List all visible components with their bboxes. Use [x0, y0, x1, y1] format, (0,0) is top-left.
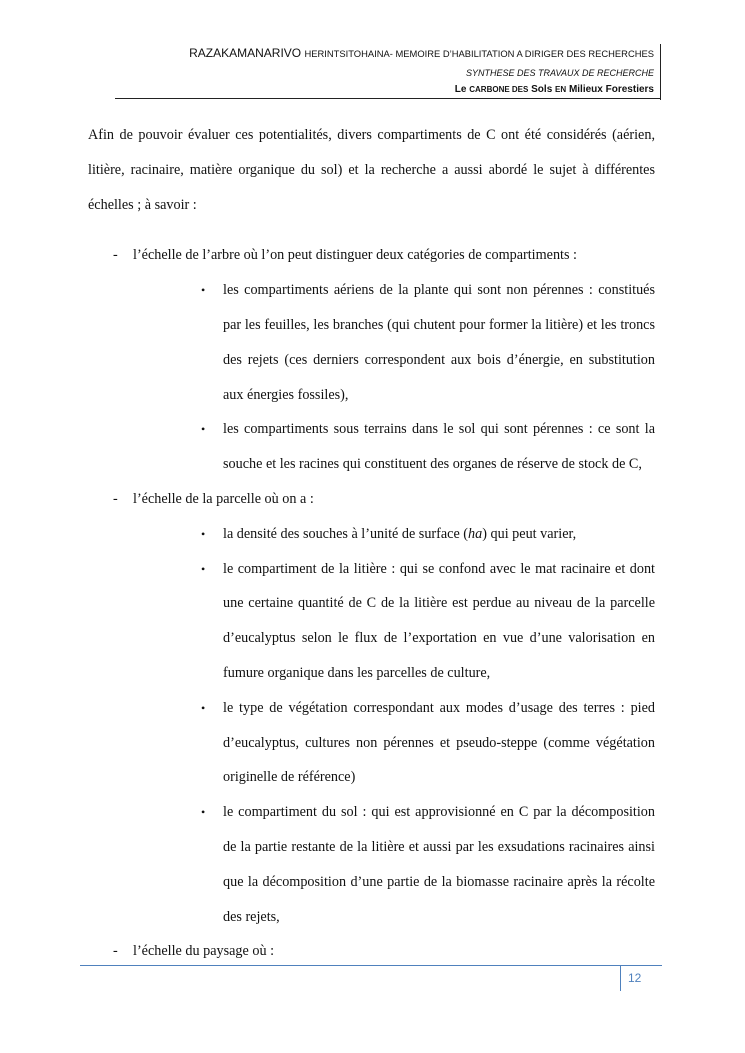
scale-plot — [88, 482, 655, 934]
list-item — [133, 412, 655, 482]
page-header — [115, 40, 660, 99]
list-item — [133, 552, 655, 691]
list-item-text: le type de végétation correspondant aux modes d’usage des terres : pied d’eucalyptus, cultures non pérennes et pseudo-steppe (comme végétation originelle de référence) — [223, 699, 655, 786]
bullet-icon: • — [201, 805, 206, 820]
footer-rule — [80, 965, 662, 966]
scale-tree — [88, 238, 655, 482]
dash-marker: - — [113, 943, 118, 960]
header-vertical-rule — [660, 44, 661, 100]
header-subtitle: SYNTHESE DES TRAVAUX DE RECHERCHE — [465, 68, 654, 78]
chapter-word-en: EN — [555, 85, 567, 94]
bullet-icon: • — [201, 561, 206, 576]
list-item-text: la densité des souches à l’unité de surface (ha) qui peut varier, — [223, 525, 577, 542]
chapter-word-carbone-des: CARBONE DES — [469, 85, 529, 94]
intro-paragraph: Afin de pouvoir évaluer ces potentialités, divers compartiments de C ont été considérés (aérien, litière, racinaire, matière organique du sol) et la recherche a aussi abordé le sujet à différentes échelles ; à savoir : — [88, 127, 655, 213]
bullet-icon: • — [201, 700, 206, 715]
author-name: RAZAKAMANARIVO — [189, 46, 302, 60]
header-title-rest: HERINTSITOHAINA- MEMOIRE D’HABILITATION A DIRIGER DES RECHERCHES — [304, 48, 654, 59]
list-item — [133, 795, 655, 934]
bullet-icon: • — [201, 422, 206, 437]
list-item-text: les compartiments aériens de la plante qui sont non pérennes : constitués par les feuilles, les branches (qui chutent pour former la litière) et les troncs des rejets (ces derniers correspondent aux bois d’énergie, en substitution aux énergies fossiles), — [223, 282, 655, 403]
bullet-list — [133, 517, 655, 935]
scale-label: l’échelle du paysage où : — [133, 943, 275, 960]
scale-label: l’échelle de l’arbre où l’on peut distinguer deux catégories de compartiments : — [133, 247, 577, 264]
list-item — [133, 517, 655, 552]
dash-marker: - — [113, 247, 118, 264]
scale-landscape — [88, 934, 655, 969]
header-chapter — [455, 84, 654, 95]
footer-vertical-rule — [620, 965, 621, 991]
list-item — [133, 273, 655, 412]
scale-label: l’échelle de la parcelle où on a : — [133, 490, 314, 507]
chapter-word-milieux: Milieux — [568, 84, 603, 95]
list-item-text: le compartiment du sol : qui est approvisionné en C par la décomposition de la partie restante de la litière et aussi par les exsudations racinaires ainsi que la décomposition d’une partie de la biomasse racinaire après la récolte des rejets, — [223, 804, 655, 925]
header-title-line — [189, 46, 654, 60]
page-number: 12 — [628, 971, 642, 985]
list-item-text: le compartiment de la litière : qui se confond avec le mat racinaire et dont une certaine quantité de C de la litière est perdue au niveau de la parcelle d’eucalyptus selon le flux de l’exportation en vue d’une valorisation en fumure organique dans les parcelles de culture, — [223, 560, 655, 681]
chapter-word-sols: Sols — [531, 84, 553, 95]
list-item-text: les compartiments sous terrains dans le sol qui sont pérennes : ce sont la souche et les racines qui constituent des organes de réserve de stock de C, — [223, 421, 655, 473]
bullet-icon: • — [201, 526, 206, 541]
bullet-icon: • — [201, 283, 206, 298]
chapter-word-forestiers: Forestiers — [605, 84, 654, 95]
bullet-list — [133, 273, 655, 482]
page-body — [88, 118, 655, 969]
list-item — [133, 691, 655, 795]
dash-marker: - — [113, 490, 118, 507]
chapter-word-le: Le — [454, 84, 467, 95]
